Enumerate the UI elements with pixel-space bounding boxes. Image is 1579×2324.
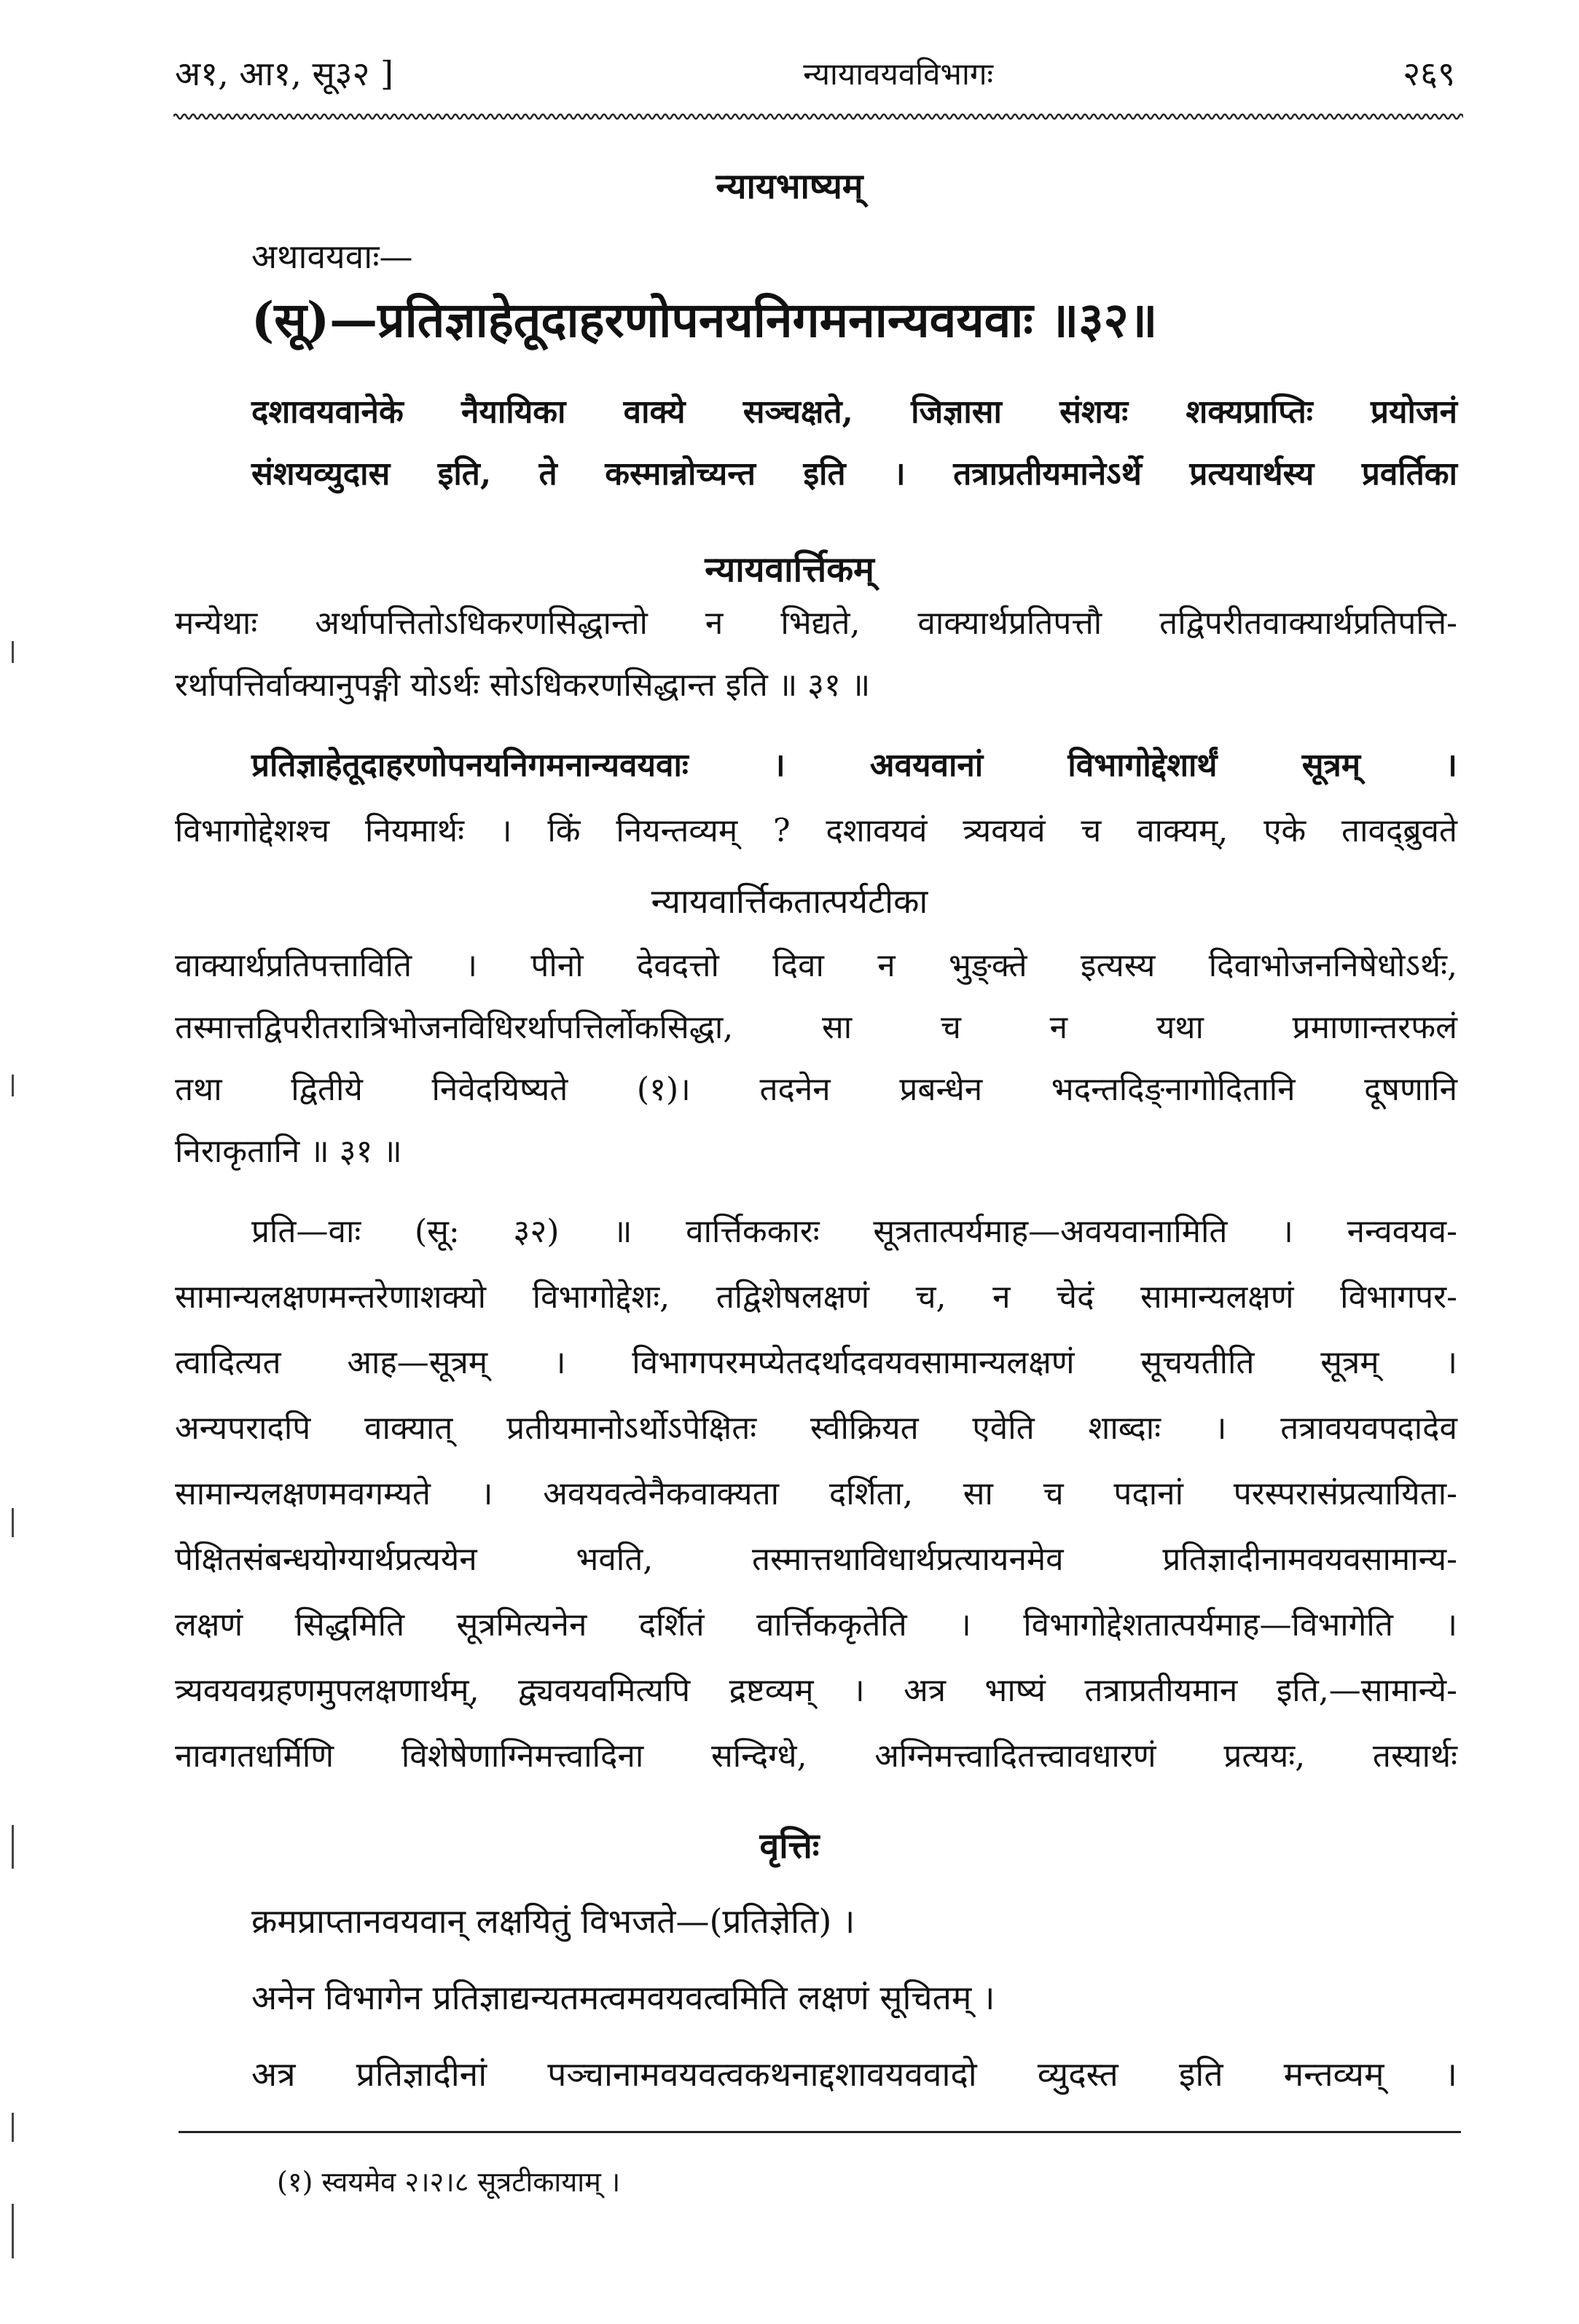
section-heading-bhashya: न्यायभाष्यम् xyxy=(716,166,863,207)
header-reference: अ१, आ१, सू३२ ] xyxy=(175,54,393,93)
tika-line: सामान्यलक्षणमन्तरेणाशक्यो विभागोद्देशः, तद्विशेषलक्षणं च, न चेदं सामान्यलक्षणं विभागपर- xyxy=(175,1279,1457,1316)
tika-line: तथा द्वितीये निवेदयिष्यते (१)। तदनेन प्रबन्धेन भदन्तदिङ्नागोदितानि दूषणानि xyxy=(175,1071,1457,1108)
varttika-line: विभागोद्देशश्च नियमार्थः । किं नियन्तव्यम् ? दशावयवं त्र्यवयवं च वाक्यम्, एके तावद्ब्रुवते xyxy=(175,812,1457,849)
vritti-line: क्रमप्राप्तानवयवान् लक्षयितुं विभजते—(प्रतिज्ञेति) । xyxy=(251,1901,855,1941)
scan-mark xyxy=(12,2204,14,2258)
scan-mark xyxy=(12,2113,14,2142)
scan-mark xyxy=(12,1508,14,1537)
footnote-rule xyxy=(179,2131,1461,2133)
header-wavy-rule xyxy=(173,109,1463,124)
varttika-line: प्रतिज्ञाहेतूदाहरणोपनयनिगमनान्यवयवाः । अवयवानां विभागोद्देशार्थं सूत्रम् । xyxy=(251,747,1457,784)
footnote: (१) स्वयमेव २।२।८ सूत्रटीकायाम् । xyxy=(277,2166,621,2198)
vritti-line: अत्र प्रतिज्ञादीनां पञ्चानामवयवत्वकथनाद्दशावयववादो व्युदस्त इति मन्तव्यम् । xyxy=(251,2054,1457,2094)
tika-line: वाक्यार्थप्रतिपत्ताविति । पीनो देवदत्तो दिवा न भुङ्क्ते इत्यस्य दिवाभोजननिषेधोऽर्थः, xyxy=(175,947,1457,984)
varttika-line: मन्येथाः अर्थापत्तितोऽधिकरणसिद्धान्तो न भिद्यते, वाक्यार्थप्रतिपत्तौ तद्विपरीतवाक्यार्थप्रतिपत्ति- xyxy=(175,605,1457,642)
page-number: २६९ xyxy=(1403,54,1455,93)
tika-line: निराकृतानि ॥ ३१ ॥ xyxy=(175,1133,402,1170)
tika-line: प्रति—वाः (सू: ३२) ॥ वार्त्तिककारः सूत्रतात्पर्यमाह—अवयवानामिति । नन्ववयव- xyxy=(251,1213,1457,1250)
tika-line: त्र्यवयवग्रहणमुपलक्षणार्थम्, द्व्यवयवमित्यपि द्रष्टव्यम् । अत्र भाष्यं तत्राप्रतीयमान इति,—सामान्ये- xyxy=(175,1672,1457,1709)
section-heading-varttika: न्यायवार्त्तिकम् xyxy=(705,549,874,590)
scan-mark xyxy=(12,1075,14,1096)
section-heading-vritti: वृत्तिः xyxy=(759,1826,820,1866)
section-heading-tika: न्यायवार्त्तिकतात्पर्यटीका xyxy=(651,882,928,921)
bhashya-line: संशयव्युदास इति, ते कस्मान्नोच्यन्त इति । तत्राप्रतीयमानेऽर्थे प्रत्ययार्थस्य प्रवर्तिका xyxy=(251,455,1457,492)
header-title: न्यायावयवविभागः xyxy=(803,55,993,92)
tika-line: लक्षणं सिद्धमिति सूत्रमित्यनेन दर्शितं वार्त्तिककृतेति । विभागोद्देशतात्पर्यमाह—विभागेति । xyxy=(175,1606,1457,1644)
vritti-line: अनेन विभागेन प्रतिज्ञाद्यन्यतमत्वमवयवत्वमिति लक्षणं सूचितम् । xyxy=(251,1978,995,2017)
tika-line: तस्मात्तद्विपरीतरात्रिभोजनविधिरर्थापत्तिर्लोकसिद्धा, सा च न यथा प्रमाणान्तरफलं xyxy=(175,1009,1457,1046)
scan-mark xyxy=(12,1825,14,1869)
tika-line: पेक्षितसंबन्धयोग्यार्थप्रत्ययेन भवति, तस्मात्तथाविधार्थप्रत्यायनमेव प्रतिज्ञादीनामवयवसामान्य- xyxy=(175,1541,1457,1578)
tika-line: नावगतधर्मिणि विशेषेणाग्निमत्त्वादिना सन्दिग्धे, अग्निमत्त्वादितत्त्वावधारणं प्रत्ययः, तस्यार्थः xyxy=(175,1738,1457,1775)
tika-line: अन्यपरादपि वाक्यात् प्रतीयमानोऽर्थोऽपेक्षितः स्वीक्रियत एवेति शाब्दाः । तत्रावयवपदादेव xyxy=(175,1410,1457,1447)
scan-mark xyxy=(12,641,14,663)
sutra-text: (सू)—प्रतिज्ञाहेतूदाहरणोपनयनिगमनान्यवयवाः ॥३२॥ xyxy=(251,291,1158,348)
tika-line: सामान्यलक्षणमवगम्यते । अवयवत्वेनैकवाक्यता दर्शिता, सा च पदानां परस्परासंप्रत्यायिता- xyxy=(175,1475,1457,1512)
bhashya-intro: अथावयवाः— xyxy=(251,237,413,276)
varttika-line: रर्थापत्तिर्वाक्यानुपङ्गी योऽर्थः सोऽधिकरणसिद्धान्त इति ॥ ३१ ॥ xyxy=(175,667,871,704)
tika-line: त्वादित्यत आह—सूत्रम् । विभागपरमप्येतदर्थादवयवसामान्यलक्षणं सूचयतीति सूत्रम् । xyxy=(175,1344,1457,1381)
running-header xyxy=(175,44,1455,102)
bhashya-line: दशावयवानेके नैयायिका वाक्ये सञ्चक्षते, जिज्ञासा संशयः शक्यप्राप्तिः प्रयोजनं xyxy=(251,393,1457,431)
